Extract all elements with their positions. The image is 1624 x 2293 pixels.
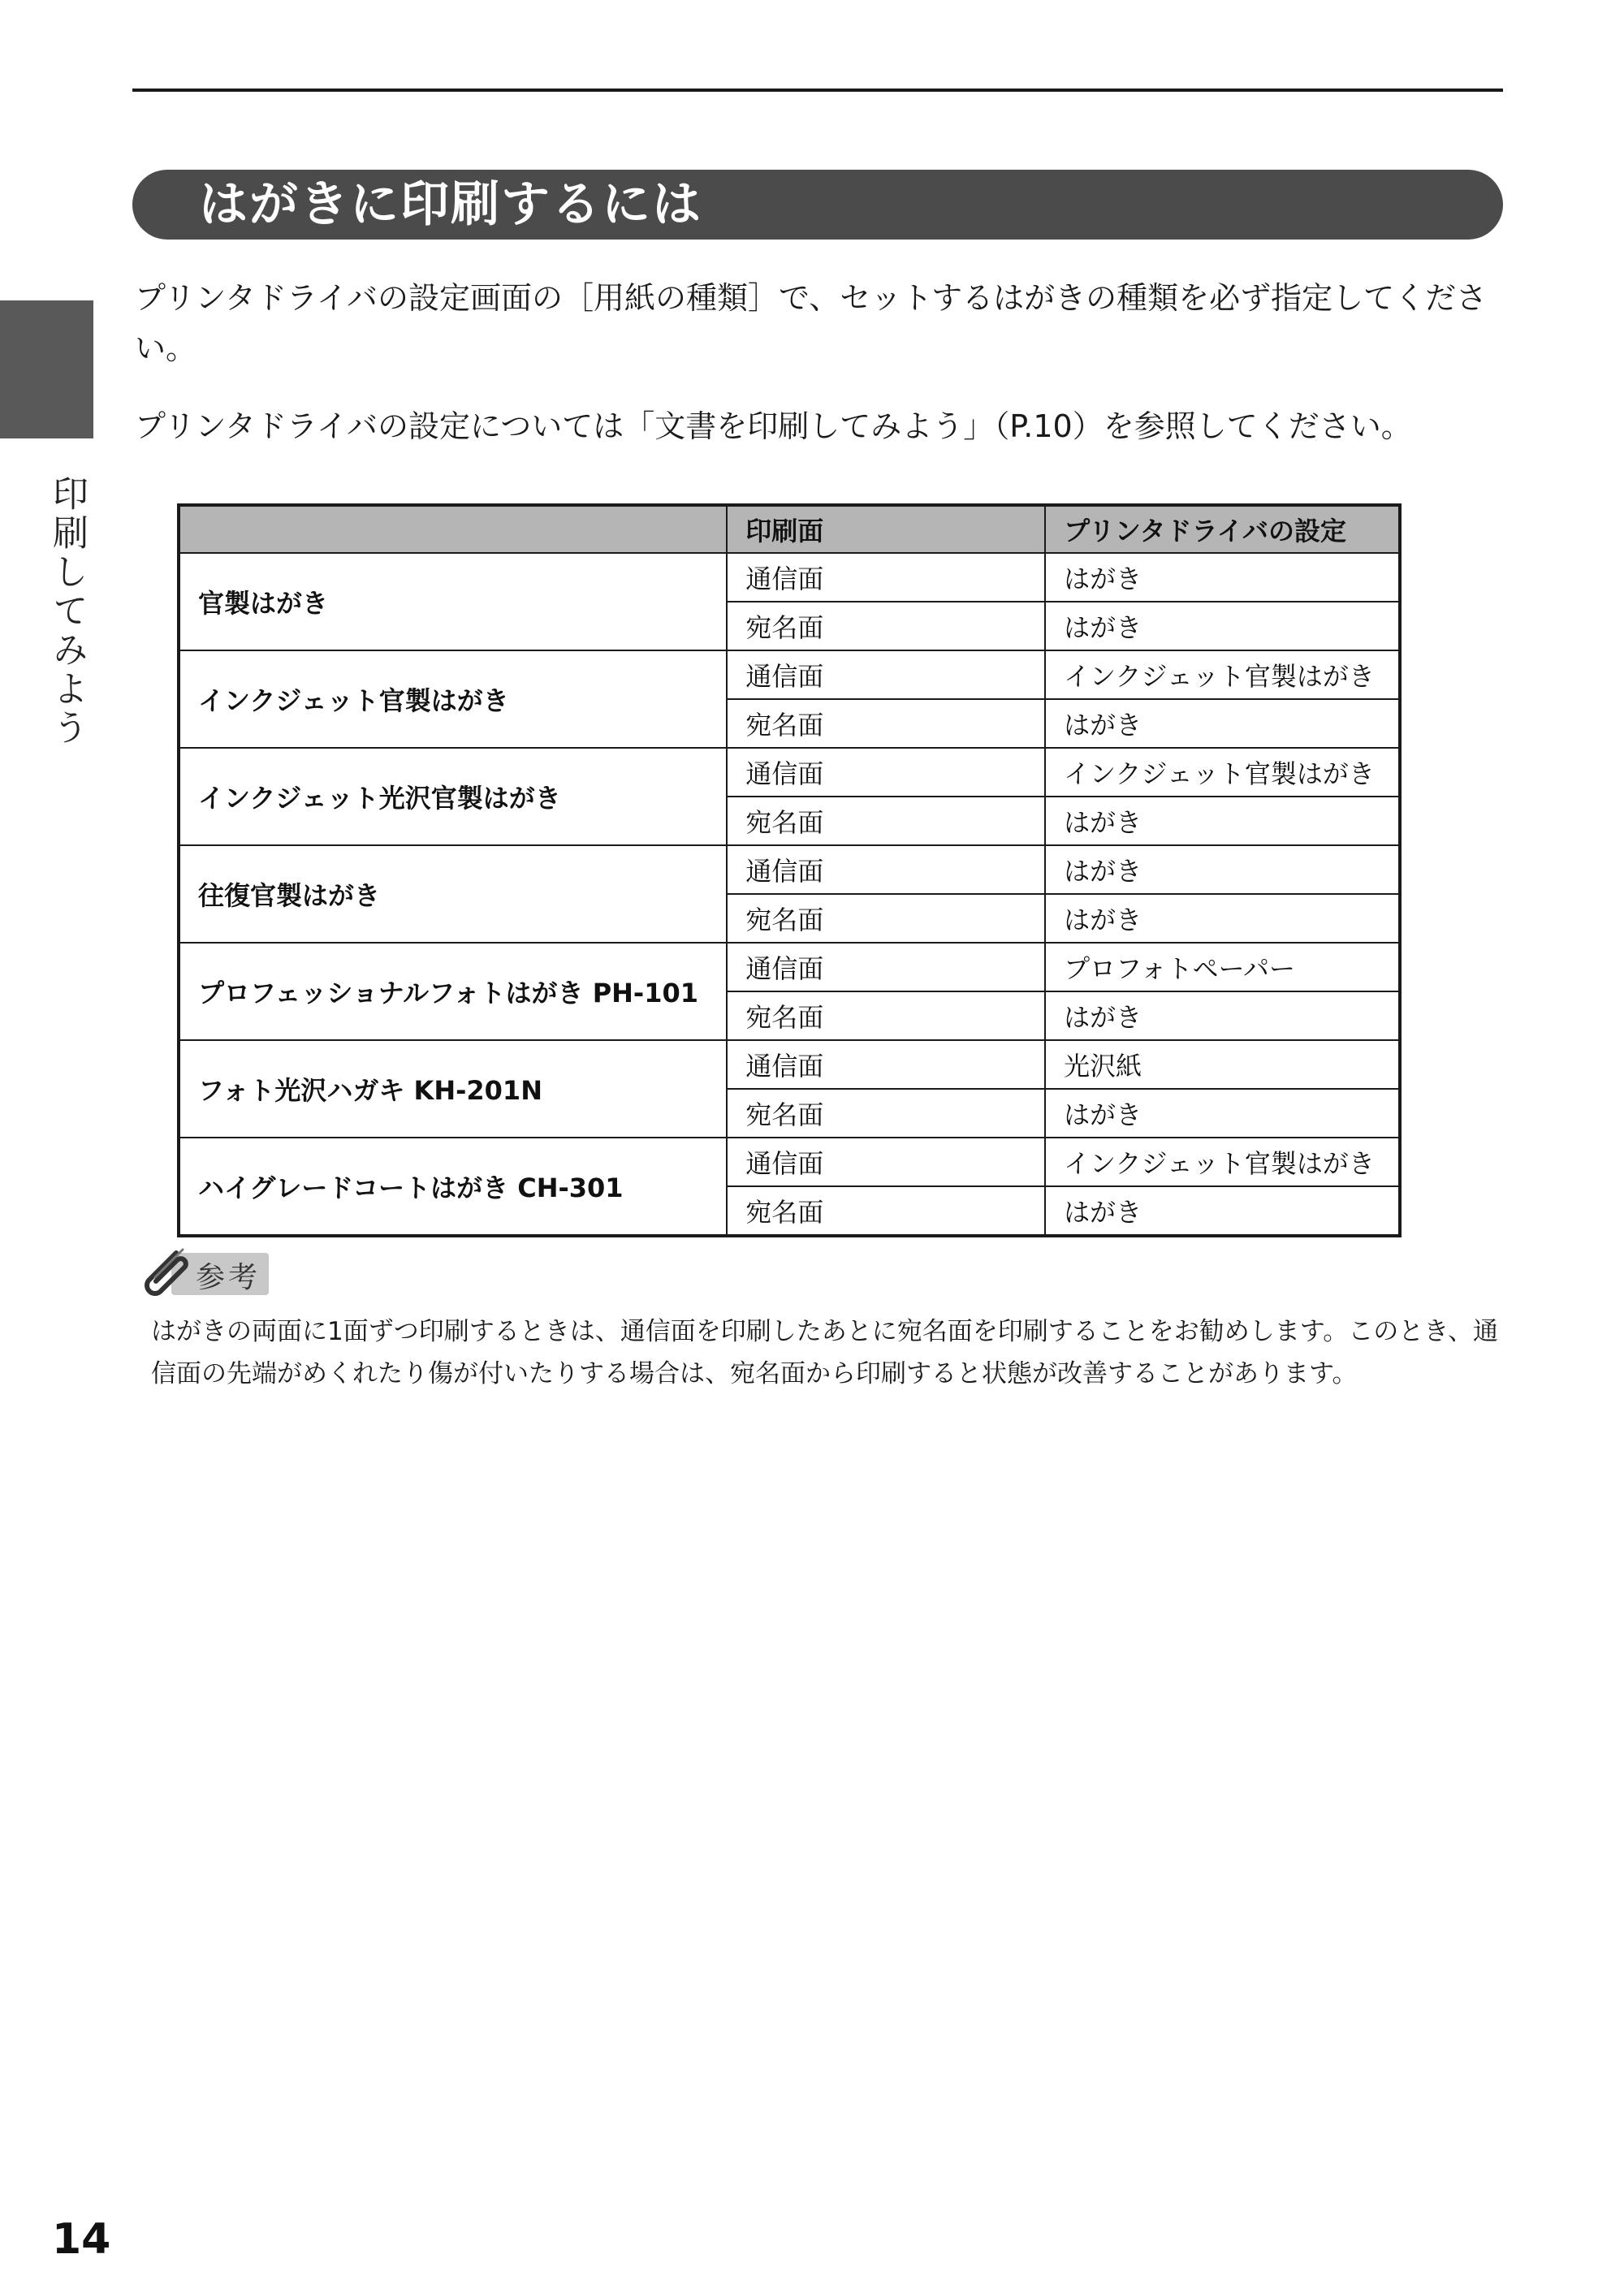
paper-type-cell: インクジェット光沢官製はがき bbox=[179, 748, 727, 845]
table-row bbox=[179, 553, 1400, 602]
print-side-cell: 通信面 bbox=[727, 1138, 1045, 1186]
chapter-tab bbox=[0, 300, 93, 438]
table-row bbox=[179, 1138, 1400, 1186]
driver-setting-cell: はがき bbox=[1045, 1089, 1400, 1138]
paper-type-cell: ハイグレードコートはがき CH-301 bbox=[179, 1138, 727, 1236]
section-title-bar bbox=[132, 170, 1503, 240]
paper-type-cell: フォト光沢ハガキ KH-201N bbox=[179, 1040, 727, 1138]
table-row bbox=[179, 1040, 1400, 1089]
note-badge bbox=[134, 1246, 272, 1300]
print-side-cell: 宛名面 bbox=[727, 699, 1045, 748]
print-side-cell: 宛名面 bbox=[727, 1089, 1045, 1138]
print-side-cell: 宛名面 bbox=[727, 1186, 1045, 1236]
paper-settings-table bbox=[177, 503, 1402, 1237]
print-side-cell: 通信面 bbox=[727, 650, 1045, 699]
page-number: 14 bbox=[52, 2215, 111, 2264]
driver-setting-cell: はがき bbox=[1045, 602, 1400, 650]
print-side-cell: 宛名面 bbox=[727, 894, 1045, 943]
table-row bbox=[179, 650, 1400, 699]
paper-type-cell: インクジェット官製はがき bbox=[179, 650, 727, 748]
reference-paragraph: プリンタドライバの設定については「文書を印刷してみよう」（P.10）を参照してください。 bbox=[135, 408, 1412, 444]
driver-setting-cell: インクジェット官製はがき bbox=[1045, 748, 1400, 797]
note-label: 参考 bbox=[196, 1261, 261, 1294]
table-header-row bbox=[179, 505, 1400, 553]
top-rule bbox=[132, 89, 1503, 92]
print-side-cell: 通信面 bbox=[727, 1040, 1045, 1089]
paper-type-cell: 往復官製はがき bbox=[179, 845, 727, 943]
print-side-cell: 宛名面 bbox=[727, 602, 1045, 650]
table-row bbox=[179, 845, 1400, 894]
page-title: はがきに印刷するには bbox=[199, 176, 702, 233]
driver-setting-cell: はがき bbox=[1045, 894, 1400, 943]
paper-type-cell: 官製はがき bbox=[179, 553, 727, 650]
print-side-cell: 宛名面 bbox=[727, 797, 1045, 845]
intro-paragraph: プリンタドライバの設定画面の［用紙の種類］で、セットするはがきの種類を必ず指定してください。 bbox=[135, 280, 1488, 366]
note-text: はがきの両面に1面ずつ印刷するときは、通信面を印刷したあとに宛名面を印刷することをお勧めします。このとき、通信面の先端がめくれたり傷が付いたりする場合は、宛名面から印刷すると状態が改善することがあります。 bbox=[151, 1317, 1498, 1388]
header-print-side: 印刷面 bbox=[727, 505, 1045, 553]
driver-setting-cell: プロフォトペーパー bbox=[1045, 943, 1400, 991]
print-side-cell: 通信面 bbox=[727, 845, 1045, 894]
header-driver-setting: プリンタドライバの設定 bbox=[1045, 505, 1400, 553]
driver-setting-cell: インクジェット官製はがき bbox=[1045, 650, 1400, 699]
chapter-label: 印刷してみよう bbox=[46, 475, 88, 748]
print-side-cell: 通信面 bbox=[727, 553, 1045, 602]
driver-setting-cell: はがき bbox=[1045, 991, 1400, 1040]
print-side-cell: 通信面 bbox=[727, 748, 1045, 797]
paperclip-icon bbox=[134, 1245, 199, 1302]
table-row bbox=[179, 748, 1400, 797]
driver-setting-cell: はがき bbox=[1045, 797, 1400, 845]
driver-setting-cell: インクジェット官製はがき bbox=[1045, 1138, 1400, 1186]
print-side-cell: 通信面 bbox=[727, 943, 1045, 991]
table-row bbox=[179, 943, 1400, 991]
driver-setting-cell: はがき bbox=[1045, 845, 1400, 894]
print-side-cell: 宛名面 bbox=[727, 991, 1045, 1040]
driver-setting-cell: 光沢紙 bbox=[1045, 1040, 1400, 1089]
driver-setting-cell: はがき bbox=[1045, 699, 1400, 748]
header-blank bbox=[179, 505, 727, 553]
paper-type-cell: プロフェッショナルフォトはがき PH-101 bbox=[179, 943, 727, 1040]
driver-setting-cell: はがき bbox=[1045, 553, 1400, 602]
driver-setting-cell: はがき bbox=[1045, 1186, 1400, 1236]
